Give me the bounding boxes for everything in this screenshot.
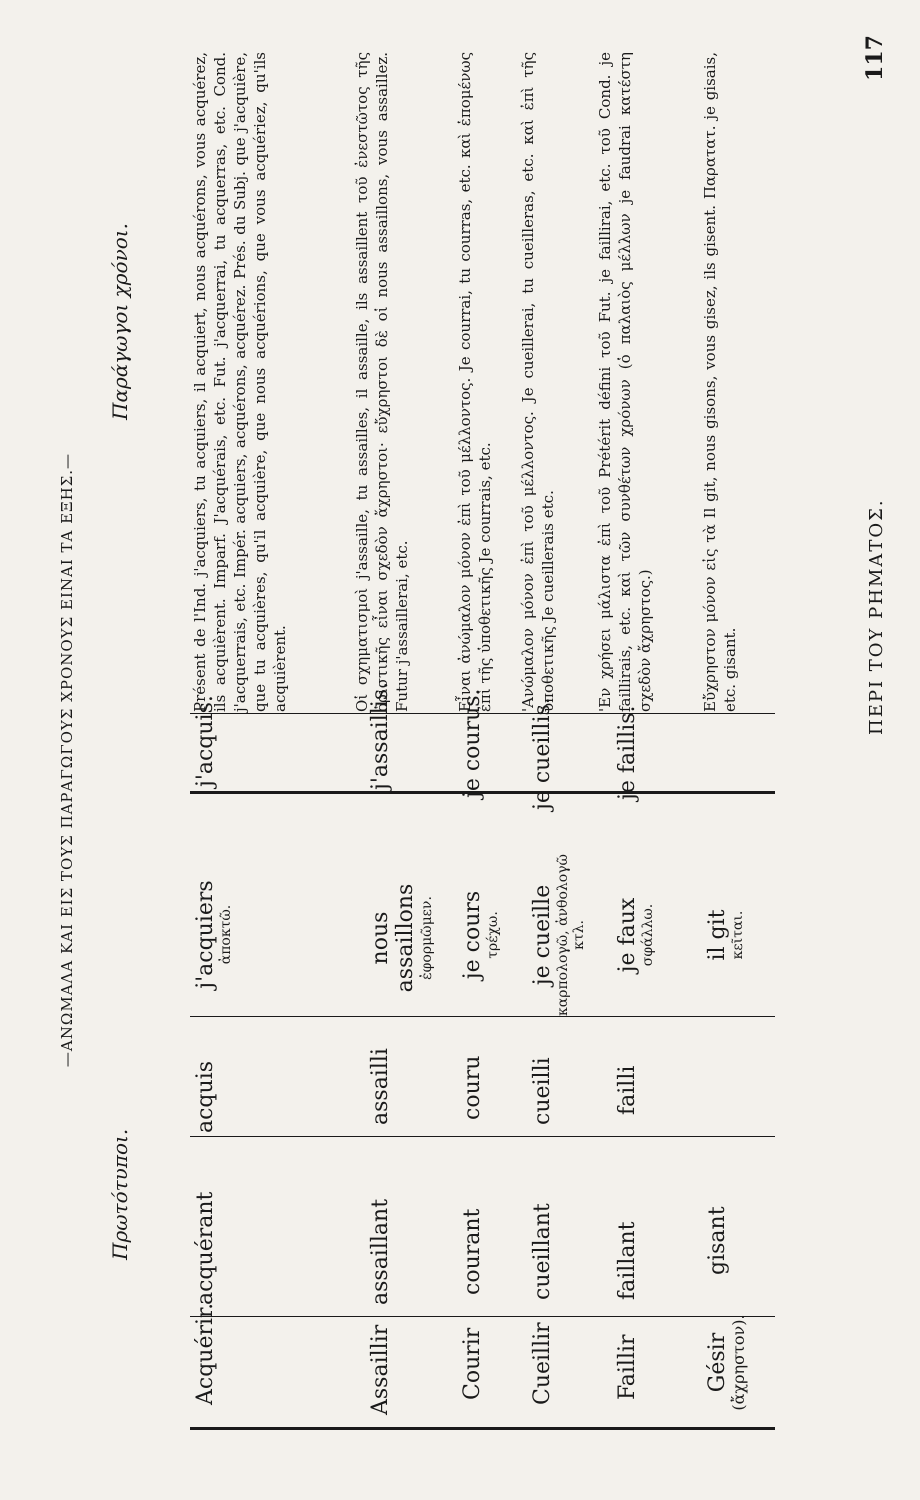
greek-gloss: τρέχω. <box>485 911 502 959</box>
greek-gloss: ἀποκτῶ. <box>218 904 235 965</box>
column-divider <box>190 1316 775 1317</box>
participle-past-cell: couru <box>460 1055 485 1120</box>
preterite-cell: je courus. <box>460 688 485 798</box>
participle-present-cell: cueillant <box>530 1203 555 1300</box>
running-head: ΠΕΡΙ ΤΟΥ ΡΗΜΑΤΟΣ. <box>866 498 887 735</box>
notes-block <box>455 52 495 712</box>
infinitive-note: (ἄχρηστον). <box>729 1314 749 1411</box>
notes-block <box>518 52 558 712</box>
indicative-cell <box>530 845 587 1025</box>
notes-paragraph: Εὔχρηστον μόνον εἰς τὰ Il git, nous gisons, vous gisez, ils gisent. Παρατατ. je gisais, etc. gisant. <box>701 52 739 712</box>
participle-past-cell: acquis <box>193 1060 218 1133</box>
participle-past-cell: failli <box>615 1065 640 1115</box>
infinitive-cell: Courir <box>460 1327 485 1400</box>
participle-present-cell: assaillant <box>368 1198 393 1305</box>
participle-present-cell: faillant <box>615 1221 640 1300</box>
participle-present-cell: acquérant <box>193 1191 218 1305</box>
infinitive-cell: Faillir <box>615 1334 640 1400</box>
infinitive-cell: Cueillir <box>530 1322 555 1405</box>
participle-present-cell: courant <box>460 1208 485 1295</box>
notes-block <box>190 52 290 712</box>
preterite-cell: j'assaillis. <box>368 681 393 790</box>
notes-paragraph: Présent de l'Ind. j'acquiers, tu acquiers, il acquiert, nous acquérons, vous acquérez, ils acquièrent. Imparf. J'acquérais, etc. Fut. j'acquerrai, tu acquerras, etc. Cond. j'acquerrais, etc. Impér. acquiers, acquérons, acquérez. Prés. du Subj. que j'acquière, que tu acquières, qu'il acquière, que nous acquérions, que vous acquériez, qu'ils acquièrent. <box>191 52 289 712</box>
right-subtitle: Παράγωγοι χρόνοι. <box>108 223 132 420</box>
indicative-cell <box>460 865 501 1005</box>
participle-past-cell: assailli <box>368 1048 393 1125</box>
notes-block <box>352 52 412 712</box>
infinitive-form: Gésir <box>705 1332 730 1393</box>
notes-paragraph: Οἱ σχηματισμοὶ j'assaille, tu assailles, il assaille, ils assaillent τοῦ ἐνεστῶτος τῆς ὁριστικῆς εἶναι σχεδὸν ἄχρηστοι· εὔχρηστοι δὲ οἱ nous assaillons, vous assaillez. Futur j'assaillerai, etc. <box>353 52 411 712</box>
preterite-cell: je cueillis. <box>530 697 555 810</box>
infinitive-cell: Assaillir <box>368 1324 393 1415</box>
indicative-form: je cours <box>460 890 485 980</box>
greek-gloss: σφάλλω. <box>640 903 657 967</box>
notes-paragraph: Εἶναι ἀνώμαλον μόνον ἐπὶ τοῦ μέλλοντος. Je courrai, tu courras, etc. καὶ ἑπομένως ἐπὶ τῆς ὑποθετικῆς Je courrais, etc. <box>456 52 494 712</box>
greek-gloss: ἐφορμῶμεν. <box>418 896 435 980</box>
notes-block <box>595 52 655 712</box>
infinitive-cell: Acquérir. <box>193 1302 218 1405</box>
table-title: —ΑΝΩΜΑΛΑ ΚΑΙ ΕΙΣ ΤΟΥΣ ΠΑΡΑΓΩΓΟΥΣ ΧΡΟΝΟΥΣ ΕΙΝΑΙ ΤΑ ΕΞΗΣ.— <box>58 452 76 1068</box>
indicative-form: j'acquiers <box>193 880 218 989</box>
notes-paragraph: 'Ανώμαλον μόνον ἐπὶ τοῦ μέλλοντος. Je cueillerai, tu cueilleras, etc. καὶ ἐπὶ τῆς ὑποθετικῆς Je cueillerais etc. <box>519 52 557 712</box>
page-header <box>862 35 888 735</box>
indicative-cell <box>193 862 234 1007</box>
column-divider <box>190 1016 775 1017</box>
indicative-cell <box>368 858 435 1018</box>
indicative-cell <box>615 870 656 1000</box>
indicative-form: je cueille <box>530 884 555 986</box>
preterite-cell: j'acquis. <box>193 695 218 787</box>
indicative-form: il git <box>705 909 730 961</box>
greek-gloss: κεῖται. <box>730 910 747 960</box>
column-divider <box>190 1136 775 1137</box>
preterite-cell: je faillis. <box>615 705 640 800</box>
indicative-cell <box>705 885 746 985</box>
notes-block <box>700 52 740 712</box>
participle-present-cell: gisant <box>705 1206 730 1275</box>
participle-past-cell: cueilli <box>530 1057 555 1125</box>
infinitive-cell <box>705 1300 749 1425</box>
left-subtitle: Πρωτότυποι. <box>108 1128 132 1260</box>
notes-paragraph: 'Εν χρήσει μάλιστα ἐπὶ τοῦ Prétérit défini τοῦ Fut. je faillirai, etc. τοῦ Cond. je faillirais, etc. καὶ τῶν συνθέτων χρόνων (ὁ παλαιὸς μέλλων je faudrai κατέστη σχεδὸν ἄχρηστος.) <box>596 52 654 712</box>
page-number: 117 <box>862 35 888 81</box>
indicative-form: je faux <box>615 897 640 973</box>
greek-gloss: καρπολογῶ, ἀνθολογῶ κτλ. <box>555 854 588 1016</box>
indicative-form: nous assaillons <box>368 883 419 993</box>
